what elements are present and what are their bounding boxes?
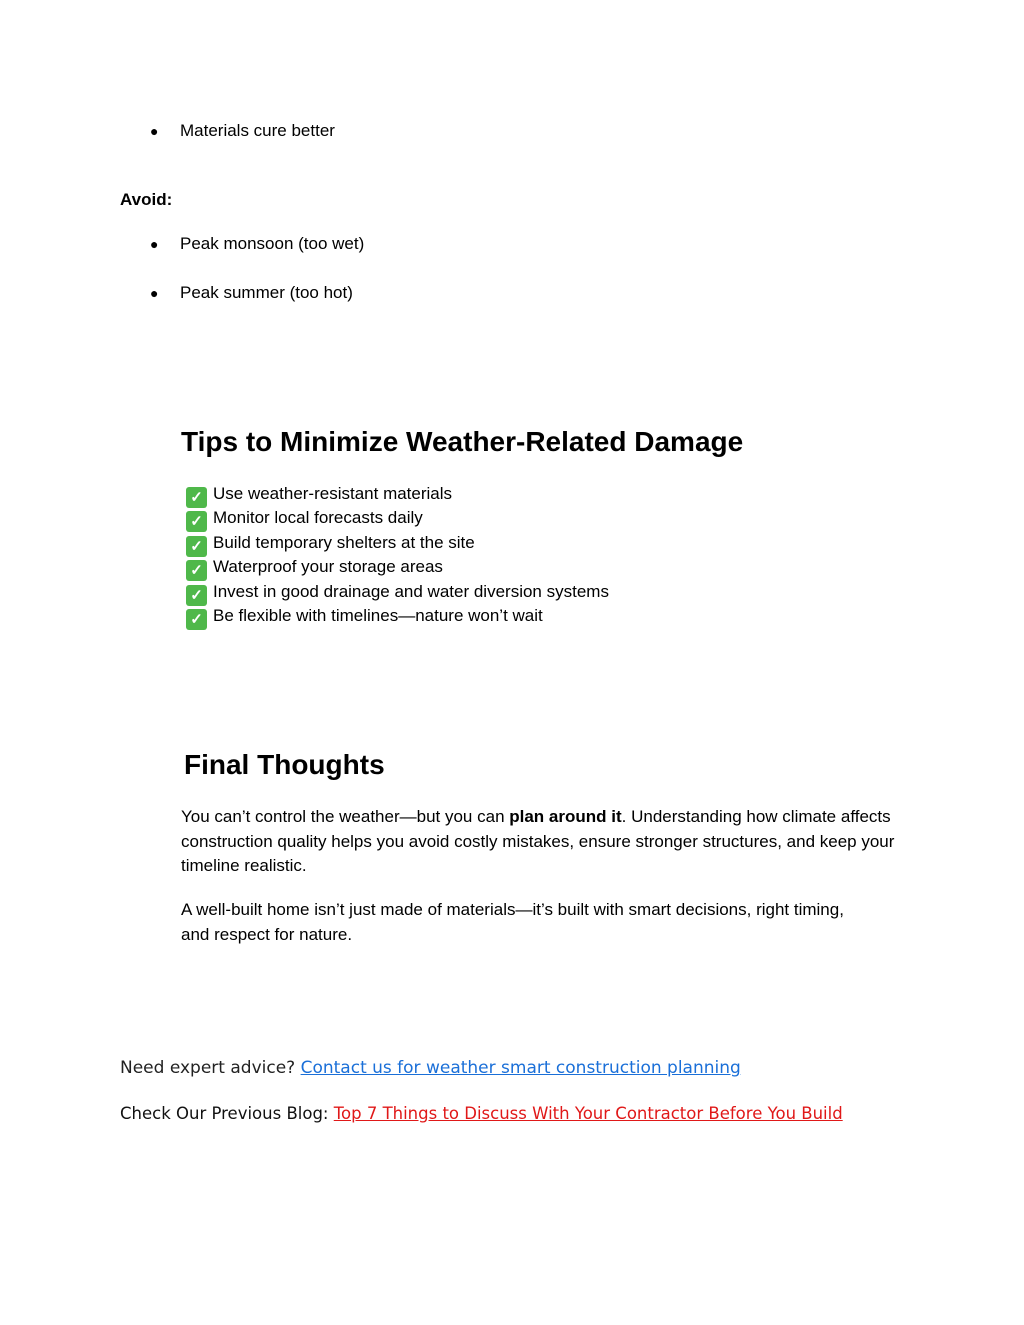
checklist-item-text: Waterproof your storage areas bbox=[213, 557, 443, 577]
list-item bbox=[150, 233, 364, 255]
checklist-item-text: Monitor local forecasts daily bbox=[213, 508, 423, 528]
paragraph-text: You can’t control the weather—but you can bbox=[181, 807, 510, 826]
previous-blog-link[interactable]: Top 7 Things to Discuss With Your Contractor Before You Build bbox=[333, 1104, 843, 1123]
checklist-item bbox=[186, 604, 609, 628]
checklist-item-text: Use weather-resistant materials bbox=[213, 484, 453, 503]
blog-prefix: Check Our Previous Blog: bbox=[120, 1104, 334, 1123]
bullet-icon: ● bbox=[150, 285, 159, 301]
list-item bbox=[150, 282, 353, 304]
list-item-text: Materials cure better bbox=[180, 121, 335, 140]
list-item-text: Peak summer (too hot) bbox=[180, 283, 353, 302]
check-icon: ✓ bbox=[186, 536, 207, 557]
checklist-item-text: Be flexible with timelines—nature won’t wait bbox=[213, 605, 543, 625]
final-paragraph-1 bbox=[181, 805, 901, 879]
avoid-label: Avoid: bbox=[120, 190, 173, 209]
final-thoughts-heading: Final Thoughts bbox=[184, 749, 385, 780]
check-icon: ✓ bbox=[186, 585, 207, 606]
list-item-text: Peak monsoon (too wet) bbox=[180, 234, 365, 253]
check-icon: ✓ bbox=[186, 511, 207, 532]
bullet-icon: ● bbox=[150, 236, 159, 252]
check-icon: ✓ bbox=[186, 609, 207, 630]
checklist-item-text: Invest in good drainage and water diversion systems bbox=[213, 581, 609, 601]
paragraph-text: . Understanding how climate affects construction quality helps you avoid costly mistakes, ensure stronger structures, and keep your timeline realistic. bbox=[181, 807, 895, 875]
checklist-item bbox=[186, 482, 609, 506]
final-paragraph-2: A well-built home isn’t just made of materials—it’s built with smart decisions, right timing, and respect for nature. bbox=[181, 900, 844, 944]
expert-advice-line bbox=[120, 1056, 741, 1080]
tips-checklist bbox=[186, 482, 609, 628]
contact-link[interactable]: Contact us for weather smart construction planning bbox=[300, 1058, 741, 1078]
check-icon: ✓ bbox=[186, 560, 207, 581]
list-item bbox=[150, 120, 335, 142]
checklist-item bbox=[186, 506, 609, 530]
bullet-icon: ● bbox=[150, 123, 159, 139]
check-icon: ✓ bbox=[186, 487, 207, 508]
checklist-item bbox=[186, 580, 609, 604]
previous-blog-line bbox=[120, 1102, 843, 1126]
checklist-item bbox=[186, 531, 609, 555]
tips-heading: Tips to Minimize Weather-Related Damage bbox=[181, 426, 744, 457]
advice-prefix: Need expert advice? bbox=[120, 1058, 301, 1078]
checklist-item-text: Build temporary shelters at the site bbox=[213, 532, 475, 552]
emphasis-text: plan around it bbox=[509, 807, 622, 826]
checklist-item bbox=[186, 555, 609, 579]
